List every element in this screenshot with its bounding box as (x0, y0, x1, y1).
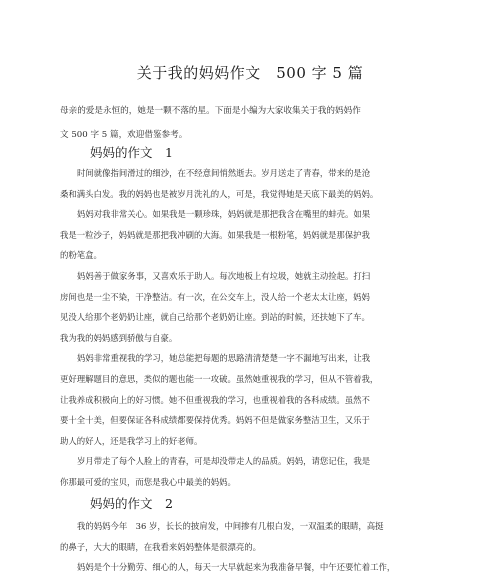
paragraph-line: 房间也是一尘不染，干净整洁。有一次，在公交车上，没人给一个老太太让座，妈妈 (60, 291, 370, 302)
paragraph-line: 我的妈妈今年 36 岁，长长的披肩发，中间掺有几根白发，一双温柔的眼睛，高挺 (77, 521, 384, 531)
paragraph-line: 要十全十美，但要保证各科成绩都要保持优秀。妈妈不但是做家务整洁卫生，又乐于 (60, 415, 370, 426)
paragraph-line: 助人的好人，还是我学习上的好老师。 (60, 435, 203, 446)
paragraph-line: 岁月带走了每个人脸上的青春，可是却没带走人的品质。妈妈，请您记住，我是 (77, 456, 371, 467)
paragraph-line: 更好理解题目的意思，类似的题也能一一攻破。虽然她重视我的学习，但从不管着我， (60, 373, 379, 384)
paragraph-line: 你那最可爱的宝贝，而您是我心中最美的妈妈。 (60, 476, 236, 487)
document-title: 关于我的妈妈作文 500 字 5 篇 (136, 64, 364, 82)
paragraph-line: 让我养成积极向上的好习惯。她不但重视我的学习，也重视着我的各科成绩。虽然不 (60, 394, 370, 405)
intro-paragraph (60, 99, 450, 147)
section-body-1 (60, 163, 455, 493)
paragraph-line: 妈妈对我非常关心。如果我是一颗珍珠，妈妈就是那把我含在嘴里的蚌壳。如果 (77, 209, 371, 220)
paragraph-line: 我是一粒沙子，妈妈就是那把我冲刷的大海。如果我是一根粉笔，妈妈就是那保护我 (60, 229, 370, 240)
section-body-2 (60, 516, 455, 578)
paragraph-line: 时间就像指间滑过的细沙，在不经意间悄然逝去。岁月送走了青春，带来的是沧 (77, 168, 371, 178)
paragraph-line: 桑和满头白发。我的妈妈也是被岁月洗礼的人，可是，我觉得她是天底下最美的妈妈。 (60, 188, 379, 199)
intro-line: 文 500 字 5 篇，欢迎借鉴参考。 (60, 130, 188, 140)
section-heading-2: 妈妈的作文 2 (90, 496, 173, 511)
intro-line: 母亲的爱是永恒的，她是一颗不落的星。下面是小编为大家收集关于我的妈妈作 (60, 106, 361, 116)
paragraph-line: 的鼻子，大大的眼睛，在我看来妈妈整体是很漂亮的。 (60, 541, 261, 552)
paragraph-line: 我为我的妈妈感到骄傲与自豪。 (60, 332, 178, 343)
paragraph-line: 妈妈善于做家务事，又喜欢乐于助人。每次地板上有垃圾，她就主动捡起。打扫 (77, 270, 371, 281)
paragraph-line: 的粉笔盒。 (60, 250, 102, 261)
section-heading-1: 妈妈的作文 1 (90, 145, 173, 160)
paragraph-line: 见没人给那个老奶奶让座，就自己给那个老奶奶让座。到站的时候，还扶她下了车。 (60, 312, 370, 323)
paragraph-line: 妈妈非常重视我的学习，她总能把每题的思路清清楚楚一字不漏地写出来，让我 (77, 353, 371, 364)
paragraph-line: 妈妈是个十分勤劳、细心的人，每天一大早就起来为我准备早餐，中午还要忙着工作， (77, 562, 396, 573)
